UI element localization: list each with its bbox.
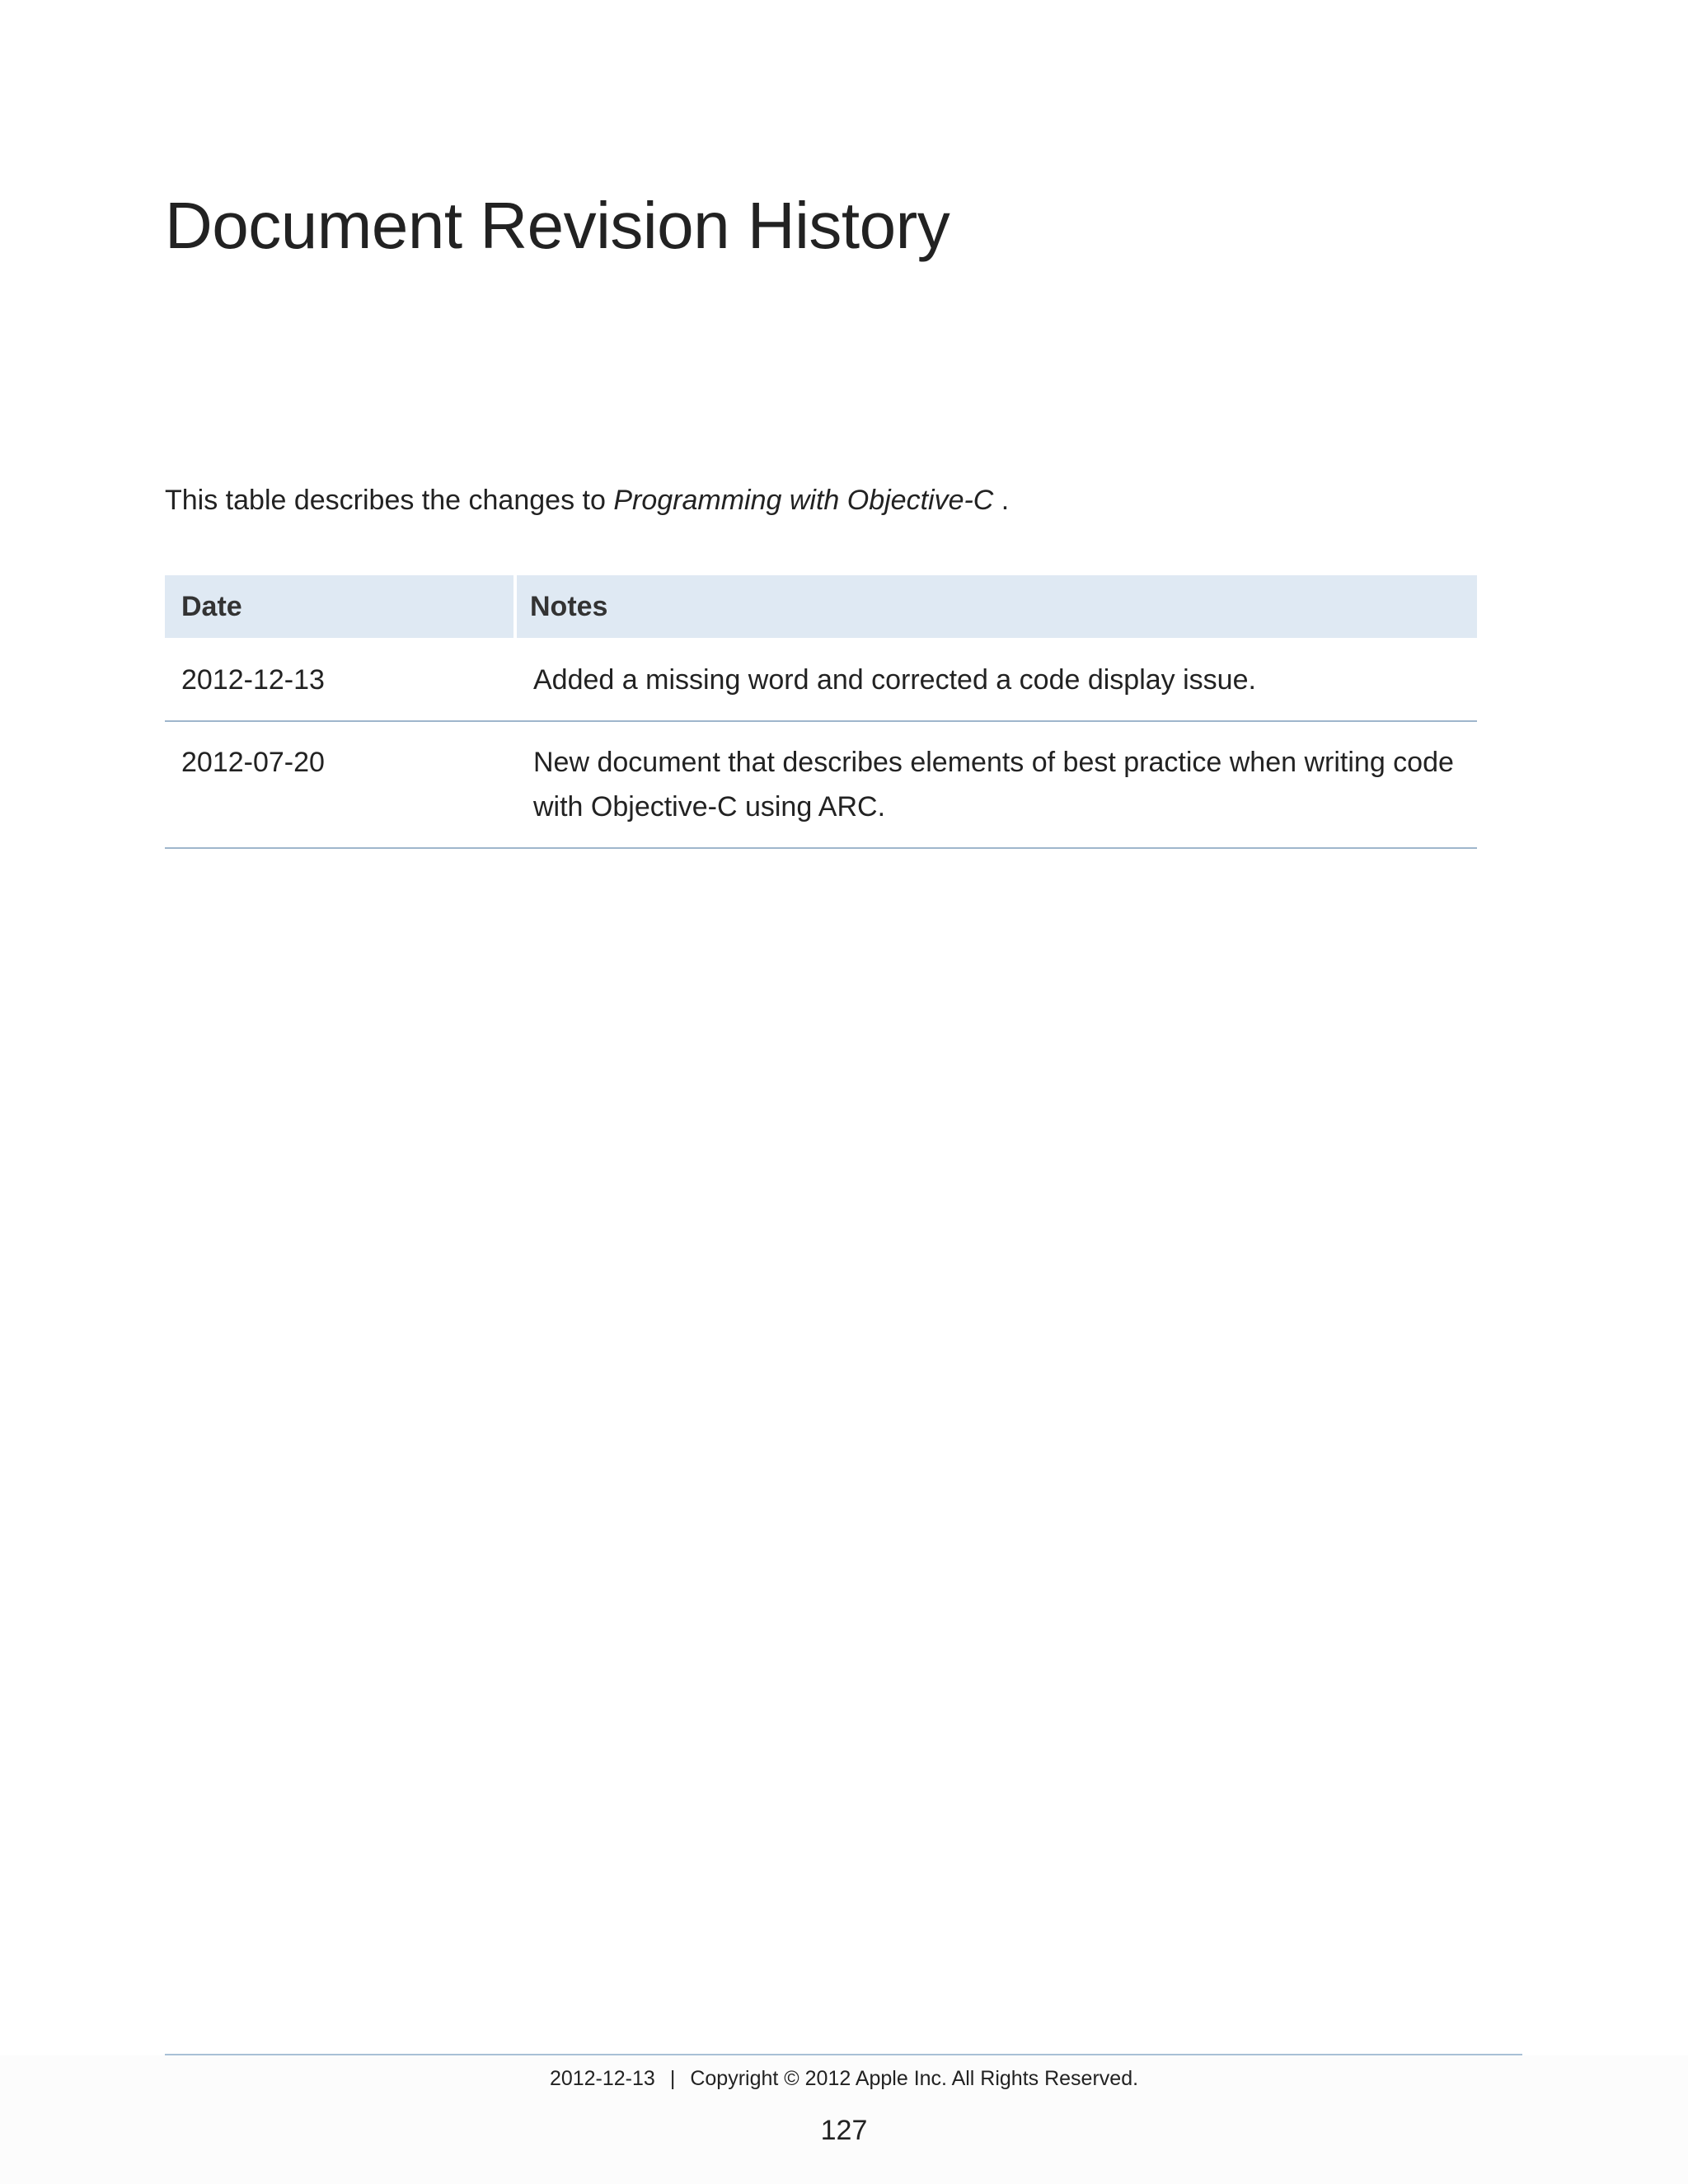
intro-prefix: This table describes the changes to — [165, 485, 614, 516]
table-header — [165, 575, 1477, 638]
page-number: 127 — [820, 2115, 868, 2146]
table-header-row — [165, 575, 1477, 638]
table-body — [165, 638, 1477, 848]
footer-separator: | — [669, 2067, 676, 2090]
revision-date-cell: 2012-12-13 — [165, 638, 515, 721]
page-title: Document Revision History — [165, 189, 950, 262]
column-header-notes: Notes — [515, 575, 1477, 638]
revision-notes-cell: Added a missing word and corrected a code display issue. — [515, 638, 1477, 721]
revision-notes-cell: New document that describes elements of best practice when writing code with Objective-C using ARC. — [515, 721, 1477, 848]
footer-copyright: Copyright © 2012 Apple Inc. All Rights Reserved. — [690, 2067, 1139, 2090]
footer-copyright-line — [0, 2067, 1688, 2091]
table-row — [165, 721, 1477, 848]
intro-book-title: Programming with Objective-C — [613, 485, 994, 516]
revision-history-table — [165, 575, 1477, 849]
footer-date: 2012-12-13 — [549, 2067, 655, 2090]
revision-date-cell: 2012-07-20 — [165, 721, 515, 848]
intro-suffix: . — [993, 485, 1010, 516]
footer-divider — [165, 2054, 1522, 2055]
table-row — [165, 638, 1477, 721]
intro-paragraph — [165, 485, 1009, 517]
column-header-date: Date — [165, 575, 515, 638]
